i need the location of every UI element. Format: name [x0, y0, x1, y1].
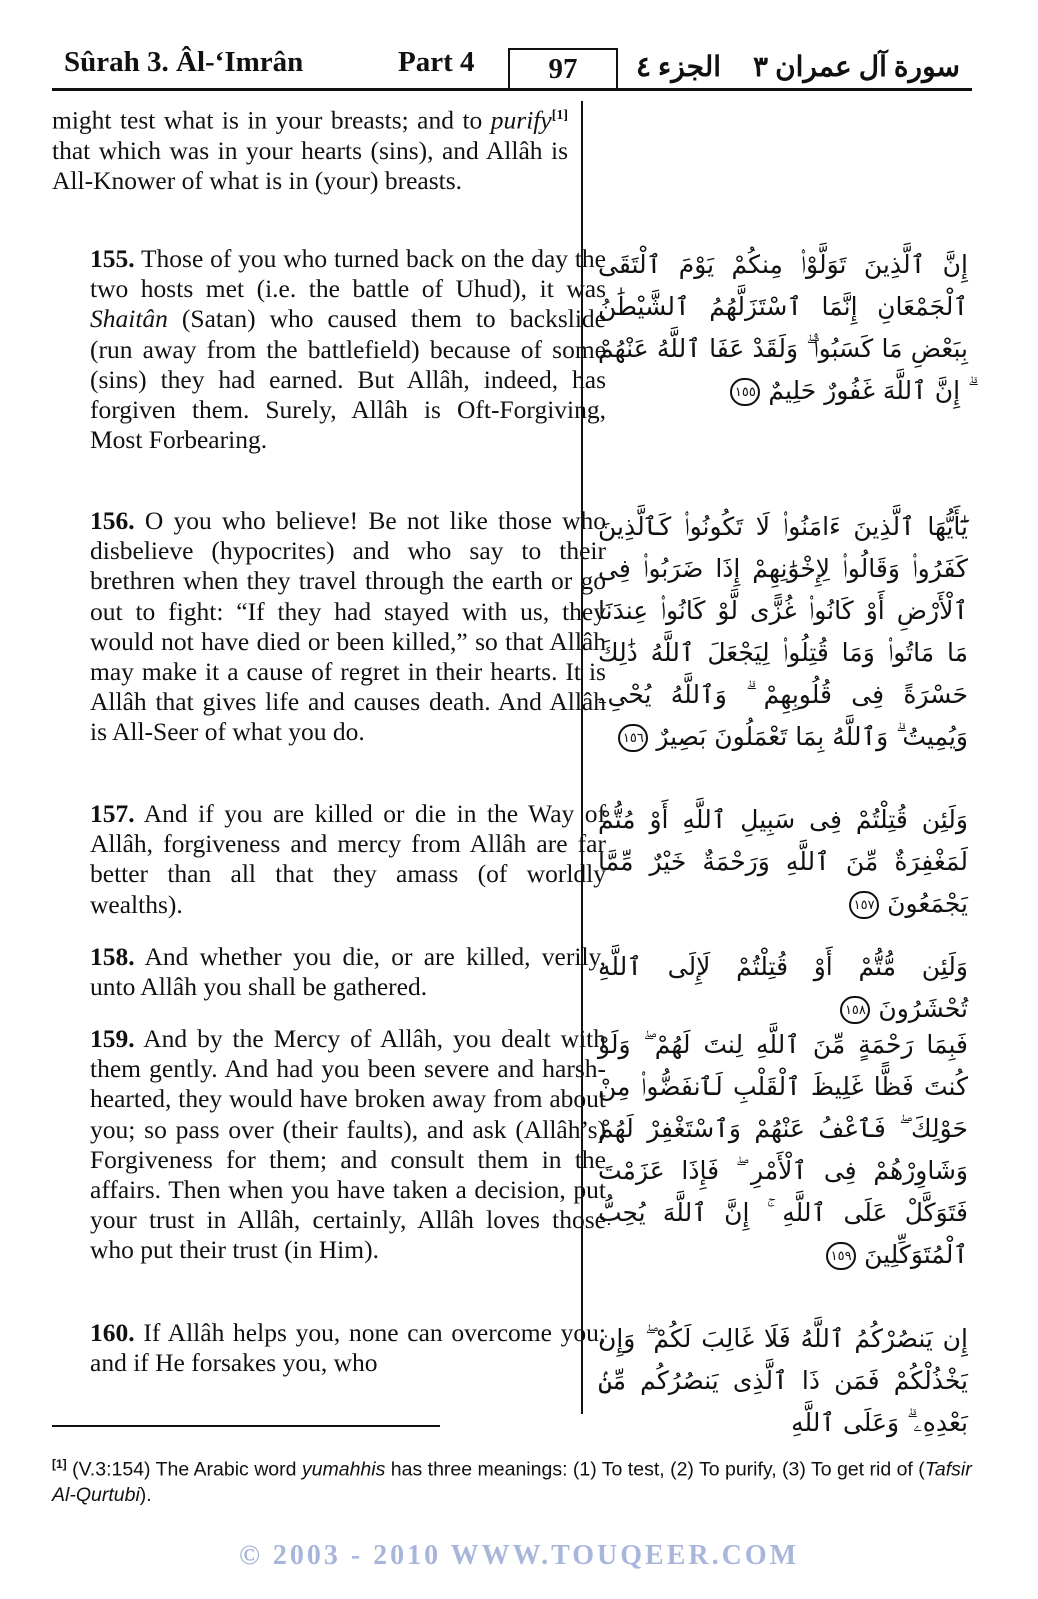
verse-number: 156.: [90, 506, 135, 535]
verse-number: 160.: [90, 1318, 135, 1347]
arabic-text: يَٰٓأَيُّهَا ٱلَّذِينَ ءَامَنُوا۟ لَا تَكُونُوا۟ كَٱلَّذِينَ كَفَرُوا۟ وَقَالُوا۟ لِإِخْوَٰنِهِمْ إِذَا ضَرَبُوا۟ فِى ٱلْأَرْضِ أَوْ كَانُوا۟ غُزًّى لَّوْ كَانُوا۟ عِندَنَا مَا مَاتُوا۟ وَمَا قُتِلُوا۟ لِيَجْعَلَ ٱللَّهُ ذَٰلِكَ حَسْرَةً فِى قُلُوبِهِمْ ۗ وَٱللَّهُ يُحْىِۦ وَيُمِيتُ ۗ وَٱللَّهُ بِمَا تَعْمَلُونَ بَصِيرٌ: [598, 512, 968, 751]
footnote-text: (V.3:154) The Arabic word: [72, 1458, 302, 1481]
ayah-end-marker: ١٥٥: [730, 378, 760, 406]
verse-156-arabic: [598, 506, 968, 758]
verse-number: 158.: [90, 942, 135, 971]
footnote-source: Tafsir Al-Qurtubi: [52, 1458, 972, 1506]
header-rule: [52, 88, 972, 91]
verse-155-arabic: [598, 244, 968, 412]
continuation-text-end: that which was in your hearts (sins), and Allâh is All-Knower of what is in (your) breasts.: [52, 135, 568, 195]
verse-157-english: [52, 799, 606, 920]
surah-title-arabic: سورة آل عمران ٣: [753, 52, 960, 83]
verse-number: 157.: [90, 799, 135, 828]
ayah-end-marker: ١٥٨: [840, 996, 870, 1024]
surah-title-english: Sûrah 3. Âl-‘Imrân: [64, 46, 304, 78]
continuation-text: might test what is in your breasts; and to: [52, 105, 483, 135]
verse-text: Those of you who turned back on the day the two hosts met (i.e. the battle of Uhud), it was: [90, 244, 606, 304]
arabic-text: إِنَّ ٱلَّذِينَ تَوَلَّوْا۟ مِنكُمْ يَوْمَ ٱلْتَقَى ٱلْجَمْعَانِ إِنَّمَا ٱسْتَزَلَّهُمُ ٱلشَّيْطَٰنُ بِبَعْضِ مَا كَسَبُوا۟ ۖ وَلَقَدْ عَفَا ٱللَّهُ عَنْهُمْ ۗ إِنَّ ٱللَّهَ غَفُورٌ حَلِيمٌ: [598, 250, 968, 405]
ayah-end-marker: ١٥٩: [826, 1242, 856, 1270]
arabic-text: وَلَئِن قُتِلْتُمْ فِى سَبِيلِ ٱللَّهِ أَوْ مُتُّمْ لَمَغْفِرَةٌ مِّنَ ٱللَّهِ وَرَحْمَةٌ خَيْرٌ مِّمَّا يَجْمَعُونَ: [598, 805, 968, 918]
verse-text: If Allâh helps you, none can overcome you; and if He forsakes you, who: [90, 1318, 606, 1378]
verse-number: 159.: [90, 1024, 135, 1053]
footnote-text: ).: [139, 1483, 152, 1506]
footnote-text: has three meanings: (1) To test, (2) To purify, (3) To get rid of (: [385, 1458, 925, 1481]
verse-emphasis: Shaitân: [90, 304, 168, 334]
verse-158-arabic: [598, 946, 968, 1030]
footnote-rule: [52, 1425, 440, 1427]
footnote: [52, 1452, 972, 1508]
ayah-end-marker: ١٥٧: [849, 891, 879, 919]
verse-160-english: [52, 1318, 606, 1378]
verse-157-arabic: [598, 799, 968, 925]
copyright-notice: © 2003 - 2010 WWW.TOUQEER.COM: [238, 1540, 800, 1571]
page-number: 97: [508, 48, 618, 88]
footnote-marker: [1]: [52, 1457, 67, 1471]
footnote-term: yumahhis: [301, 1458, 386, 1481]
arabic-text: وَلَئِن مُّتُّمْ أَوْ قُتِلْتُمْ لَإِلَى ٱللَّهِ تُحْشَرُونَ: [598, 952, 968, 1023]
verse-159-english: [52, 1024, 606, 1266]
juz-label-arabic: الجزء ٤: [636, 52, 722, 83]
verse-number: 155.: [90, 244, 135, 273]
verse-155-english: [52, 244, 606, 455]
verse-158-english: [52, 942, 606, 1002]
verse-text: And whether you die, or are killed, verily, unto Allâh you shall be gathered.: [90, 942, 607, 1002]
ayah-end-marker: ١٥٦: [618, 724, 648, 752]
verse-text: And if you are killed or die in the Way of Allâh, forgiveness and mercy from Allâh are far better than all that they amass (of worldly wealths).: [90, 799, 607, 919]
continuation-emphasis: purify: [490, 105, 552, 135]
verse-156-english: [52, 506, 606, 748]
verse-text: And by the Mercy of Allâh, you dealt with them gently. And had you been severe and harsh-hearted, they would have broken away from about you; so pass over (their faults), and ask (Allâh’s) Forgiveness for them; and consult them in the affairs. Then when you have taken a decision, put your trust in Allâh, certainly, Allâh loves those who put their trust (in Him).: [90, 1024, 607, 1265]
verse-160-arabic: [598, 1318, 968, 1444]
footnote-reference: [1]: [551, 108, 569, 123]
continuation-paragraph: [52, 101, 568, 196]
part-label: Part 4: [398, 46, 475, 78]
verse-text: (Satan) who caused them to backslide (run away from the battlefield) because of some (sins) they had earned. But Allâh, indeed, has forgiven them. Surely, Allâh is Oft-Forgiving, Most Forbearing.: [90, 304, 606, 455]
verse-text: O you who believe! Be not like those who disbelieve (hypocrites) and who say to their brethren when they travel through the earth or go out to fight: “If they had stayed with us, they would not have died or been killed,” so that Allâh may make it a cause of regret in their hearts. It is Allâh that gives life and causes death. And Allâh is All-Seer of what you do.: [90, 506, 606, 747]
arabic-text: فَبِمَا رَحْمَةٍ مِّنَ ٱللَّهِ لِنتَ لَهُمْ ۖ وَلَوْ كُنتَ فَظًّا غَلِيظَ ٱلْقَلْبِ لَٱنفَضُّوا۟ مِنْ حَوْلِكَ ۖ فَٱعْفُ عَنْهُمْ وَٱسْتَغْفِرْ لَهُمْ وَشَاوِرْهُمْ فِى ٱلْأَمْرِ ۖ فَإِذَا عَزَمْتَ فَتَوَكَّلْ عَلَى ٱللَّهِ ۚ إِنَّ ٱللَّهَ يُحِبُّ ٱلْمُتَوَكِّلِينَ: [598, 1030, 968, 1269]
arabic-text: إِن يَنصُرْكُمُ ٱللَّهُ فَلَا غَالِبَ لَكُمْ ۖ وَإِن يَخْذُلْكُمْ فَمَن ذَا ٱلَّذِى يَنصُرُكُم مِّنۢ بَعْدِهِۦ ۗ وَعَلَى ٱللَّهِ: [598, 1324, 968, 1437]
verse-159-arabic: [598, 1024, 968, 1276]
